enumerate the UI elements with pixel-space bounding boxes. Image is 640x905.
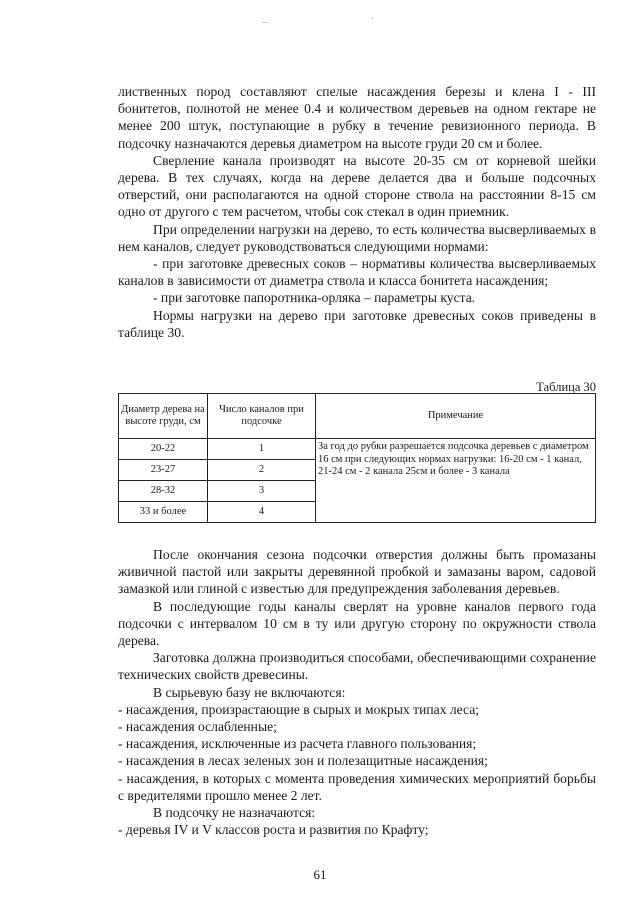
cell-channels: 1 <box>208 439 316 460</box>
list-item: - насаждения ослабленные; <box>118 719 277 735</box>
page-number: 61 <box>313 867 327 882</box>
paragraph: При определении нагрузки на дерево, то есть количества высверливаемых в нем каналов, следует руководствоваться следующими нормами: <box>118 221 596 254</box>
list-item: - деревья IV и V классов роста и развития по Крафту; <box>118 822 429 838</box>
paragraph: В подсочку не назначаются: <box>153 805 316 821</box>
paragraph: лиственных пород составляют спелые насаждения березы и клена I - III бонитетов, полнотой не менее 0.4 и количеством деревьев на одном гектаре не менее 200 штук, поступающие в рубку в течение ревизионного периода. В подсочку назначаются деревья диаметром на высоте груди 20 см и более. <box>118 84 596 151</box>
scan-mark: ' <box>372 16 374 25</box>
cell-diameter: 33 и более <box>119 502 208 523</box>
norms-table <box>118 393 596 523</box>
header-note: Примечание <box>316 394 596 439</box>
paragraph: Заготовка должна производиться способами, обеспечивающими сохранение технических свойств древесины. <box>118 650 596 683</box>
cell-channels: 2 <box>208 460 316 481</box>
table-row <box>119 439 596 460</box>
paragraph: В последующие годы каналы сверлят на уровне каналов первого года подсочки с интервалом 10 см в ту или другую сторону по окружности ствола дерева. <box>118 598 596 649</box>
list-item: - насаждения, в которых с момента проведения химических мероприятий борьбы с вредителями прошло менее 2 лет. <box>118 770 596 803</box>
cell-channels: 3 <box>208 481 316 502</box>
cell-note: За год до рубки разрешается подсочка деревьев с диаметром 16 см при следующих нормах нагрузки: 16-20 см - 1 канал, 21-24 см - 2 канала 25см и более - 3 канала <box>316 439 596 523</box>
cell-diameter: 23-27 <box>119 460 208 481</box>
paragraph: После окончания сезона подсочки отверстия должны быть промазаны живичной пастой или закрыты деревянной пробкой и замазаны варом, садовой замазкой или глиной с известью для предупреждения заболевания деревьев. <box>118 547 596 597</box>
cell-diameter: 20-22 <box>119 439 208 460</box>
list-item: - насаждения, исключенные из расчета главного пользования; <box>118 736 477 752</box>
paragraph: Нормы нагрузки на дерево при заготовке древесных соков приведены в таблице 30. <box>118 307 596 340</box>
table-header-row <box>119 394 596 439</box>
table-caption: Таблица 30 <box>536 380 596 394</box>
cell-channels: 4 <box>208 502 316 523</box>
paragraph: - при заготовке древесных соков – нормативы количества высверливаемых каналов в зависимости от диаметра ствола и класса бонитета насаждения; <box>118 256 596 289</box>
paragraph: В сырьевую базу не включаются: <box>153 684 346 700</box>
list-item: - насаждения, произрастающие в сырых и мокрых типах леса; <box>118 701 480 717</box>
header-diameter: Диаметр дерева на высоте груди, см <box>119 394 208 439</box>
text-block-top <box>118 83 596 341</box>
cell-diameter: 28-32 <box>119 481 208 502</box>
paragraph: Сверление канала производят на высоте 20-35 см от корневой шейки дерева. В тех случаях, когда на дереве делается два и больше подсочных отверстий, они располагаются на одной стороне ствола на расстоянии 8-15 см одно от другого с тем расчетом, чтобы сок стекал в один приемник. <box>118 152 596 220</box>
scan-mark: ... <box>262 16 268 25</box>
paragraph: - при заготовке папоротника-орляка – параметры куста. <box>153 290 476 306</box>
text-block-bottom <box>118 546 596 838</box>
list-item: - насаждения в лесах зеленых зон и полезащитные насаждения; <box>118 753 488 769</box>
header-channels: Число каналов при подсочке <box>208 394 316 439</box>
